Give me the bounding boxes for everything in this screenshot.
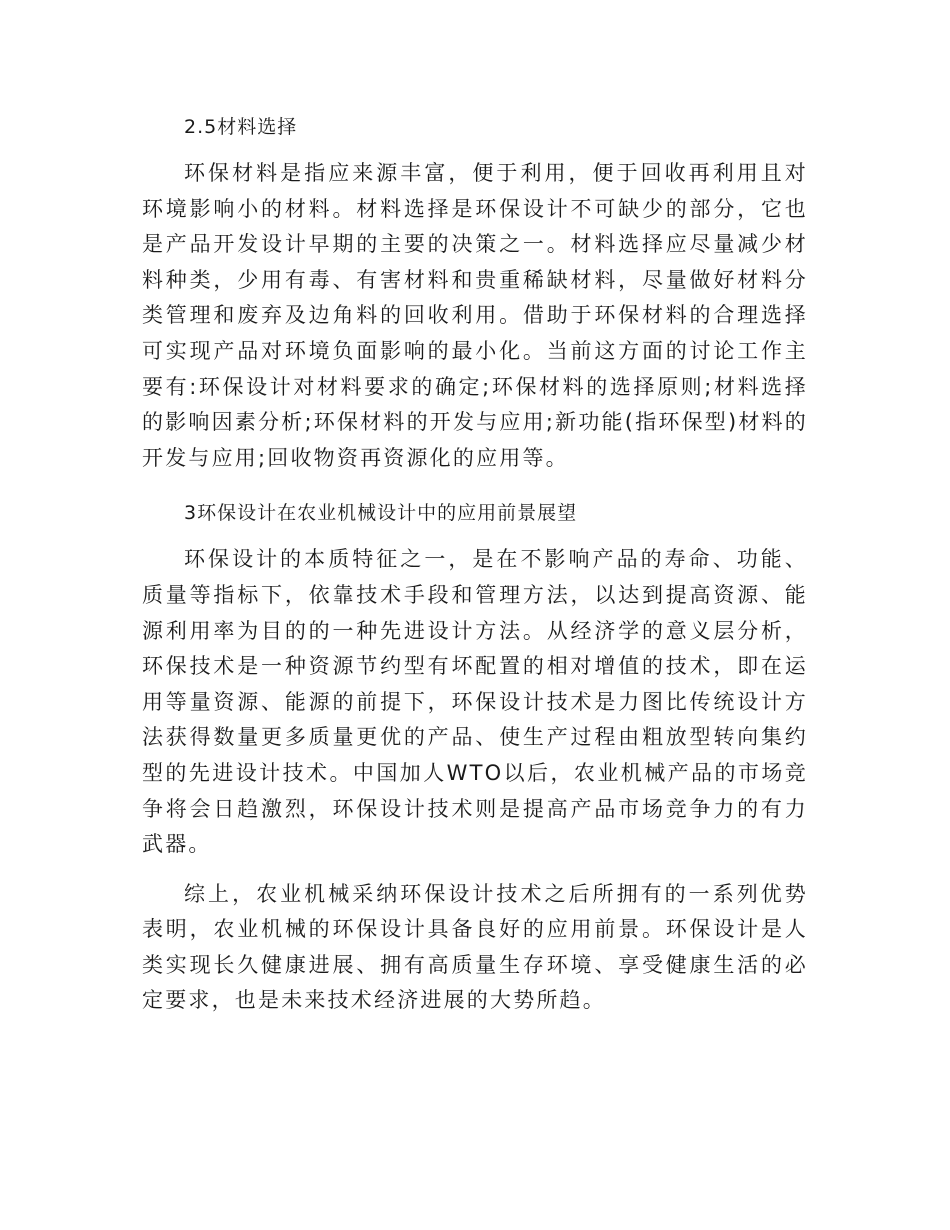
spacer	[142, 476, 808, 494]
section-heading-3: 3环保设计在农业机械设计中的应用前景展望	[184, 502, 578, 525]
section-heading-2-5: 2.5材料选择	[184, 116, 298, 138]
spacer	[142, 863, 808, 877]
section-2-5-paragraph: 环保材料是指应来源丰富，便于利用，便于回收再利用且对环境影响小的材料。材料选择是环保设计不可缺少的部分，它也是产品开发设计早期的主要的决策之一。材料选择应尽量减少材料种类，少用有毒、有害材料和贵重稀缺材料，尽量做好材料分类管理和废弃及边角料的回收利用。借助于环保材料的合理选择可实现产品对环境负面影响的最小化。当前这方面的讨论工作主要有:环保设计对材料要求的确定;环保材料的选择原则;材料选择的影响因素分析;环保材料的开发与应用;新功能(指环保型)材料的开发与应用;回收物资再资源化的应用等。	[142, 161, 808, 470]
section-3-paragraph-2: 综上，农业机械采纳环保设计技术之后所拥有的一系列优势表明，农业机械的环保设计具备良好的应用前景。环保设计是人类实现长久健康进展、拥有高质量生存环境、享受健康生活的必定要求，也是未来技术经济进展的大势所趋。	[142, 881, 808, 1013]
document-page	[142, 108, 808, 1019]
section-3-paragraph-1: 环保设计的本质特征之一，是在不影响产品的寿命、功能、质量等指标下，依靠技术手段和管理方法，以达到提高资源、能源利用率为目的的一种先进设计方法。从经济学的意义层分析，环保技术是一种资源节约型有坏配置的相对增值的技术，即在运用等量资源、能源的前提下，环保设计技术是力图比传统设计方法获得数量更多质量更优的产品、使生产过程由粗放型转向集约型的先进设计技术。中国加人WTO以后，农业机械产品的市场竞争将会日趋激烈，环保设计技术则是提高产品市场竞争力的有力武器。	[142, 547, 808, 857]
